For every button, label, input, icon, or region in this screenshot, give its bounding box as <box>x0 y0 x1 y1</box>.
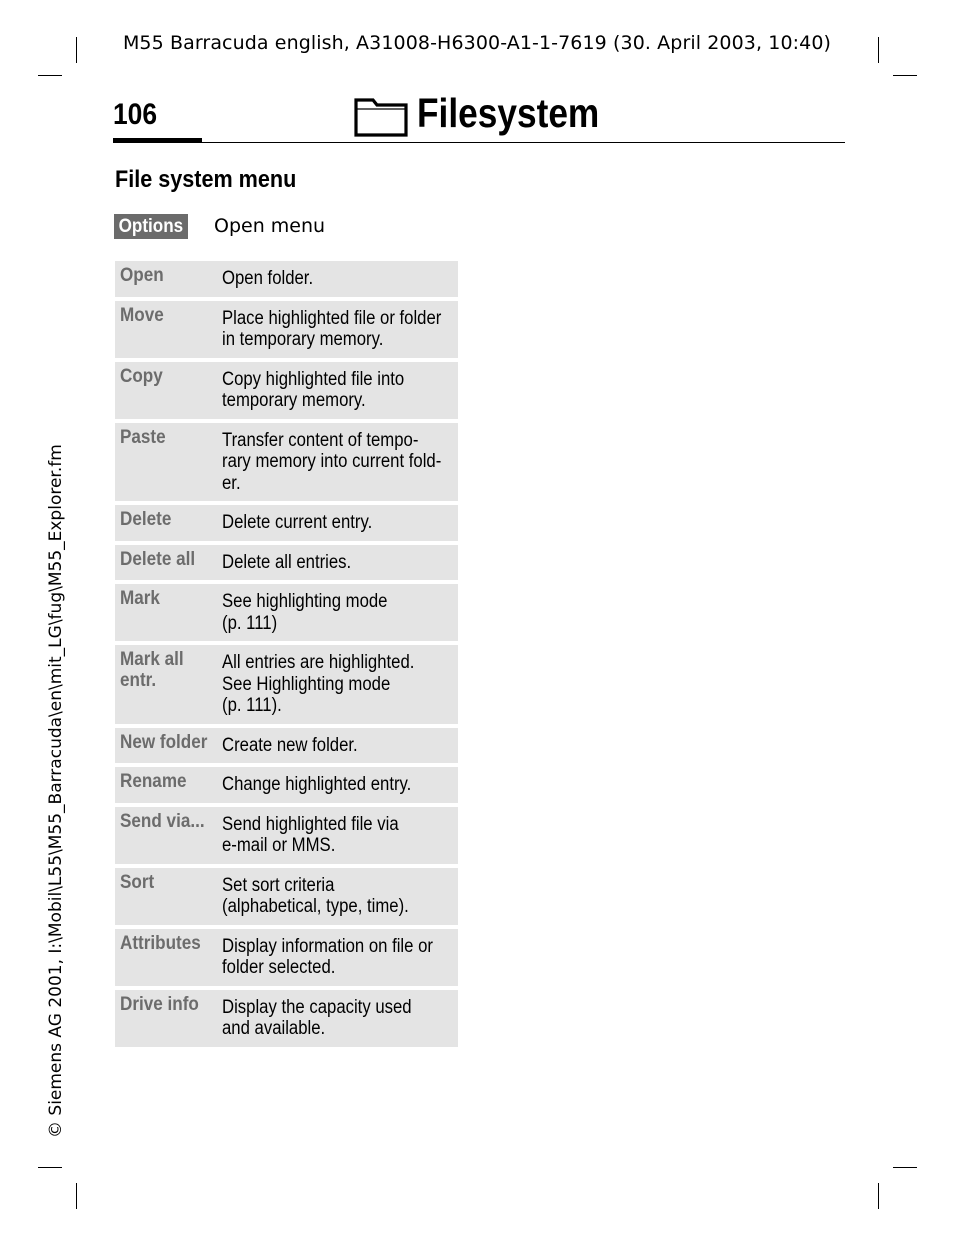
menu-command <box>115 427 218 495</box>
menu-description <box>218 872 458 918</box>
menu-row <box>115 645 458 724</box>
menu-command <box>115 588 218 634</box>
menu-command <box>115 366 218 412</box>
menu-command-label: Move <box>120 304 164 326</box>
menu-description-text: See highlighting mode (p. 111) <box>222 591 388 634</box>
menu-command <box>115 509 218 534</box>
menu-description-text: Delete current entry. <box>222 512 373 533</box>
menu-row <box>115 767 458 803</box>
crop-mark <box>878 1183 879 1209</box>
menu-description <box>218 649 458 717</box>
menu-description <box>218 732 458 757</box>
title-rule <box>202 142 845 143</box>
menu-row <box>115 807 458 864</box>
menu-row <box>115 423 458 502</box>
menu-command-label: Delete <box>120 509 172 530</box>
menu-description <box>218 588 458 634</box>
menu-description <box>218 427 458 495</box>
menu-row <box>115 868 458 925</box>
menu-command <box>115 649 218 717</box>
menu-description-text: Display information on file or folder selected. <box>222 935 433 978</box>
crop-mark <box>893 1167 917 1168</box>
menu-description-text: Create new folder. <box>222 734 358 756</box>
options-softkey[interactable] <box>114 214 188 239</box>
menu-command <box>115 305 218 351</box>
menu-description-text: All entries are highlighted. See Highlighting mode (p. 111). <box>222 652 415 716</box>
menu-row <box>115 505 458 541</box>
menu-command <box>115 771 218 796</box>
menu-command <box>115 811 218 857</box>
crop-mark <box>76 1183 77 1209</box>
menu-row <box>115 301 458 358</box>
menu-command-label: Send via... <box>120 810 205 832</box>
menu-command <box>115 933 218 979</box>
menu-row <box>115 728 458 764</box>
menu-command-label: Attributes <box>120 932 201 954</box>
menu-row <box>115 929 458 986</box>
menu-command <box>115 872 218 918</box>
menu-description <box>218 811 458 857</box>
menu-command-label: New folder <box>120 731 208 753</box>
crop-mark <box>38 75 62 76</box>
document-header: M55 Barracuda english, A31008-H6300-A1-1-7619 (30. April 2003, 10:40) <box>122 32 832 54</box>
menu-command-label: Open <box>120 265 164 286</box>
menu-description-text: Delete all entries. <box>222 551 352 573</box>
crop-mark <box>893 75 917 76</box>
menu-description-text: Transfer content of tempo- rary memory into current fold- er. <box>222 429 442 494</box>
crop-mark <box>38 1167 62 1168</box>
menu-description-text: Copy highlighted file into temporary memory. <box>222 368 405 411</box>
menu-row <box>115 362 458 419</box>
section-heading: File system menu <box>115 166 297 193</box>
menu-description <box>218 771 458 796</box>
menu-command-label: Mark <box>120 588 160 609</box>
menu-command <box>115 732 218 757</box>
menu-row <box>115 261 458 297</box>
side-file-path: © Siemens AG 2001, I:\Mobil\L55\M55_Barracuda\en\mit_LG\fug\M55_Explorer.fm <box>46 444 66 1138</box>
options-softkey-label: Options <box>118 216 184 237</box>
menu-command <box>115 994 218 1040</box>
folder-icon <box>353 94 409 138</box>
menu-description <box>218 509 458 534</box>
page-number-underline <box>113 138 202 143</box>
menu-row <box>115 584 458 641</box>
menu-description-text: Open folder. <box>222 268 314 289</box>
menu-description <box>218 265 458 290</box>
page-number: 106 <box>113 98 158 131</box>
menu-command <box>115 549 218 574</box>
menu-command-label: Delete all <box>120 548 196 570</box>
options-description: Open menu <box>214 215 326 237</box>
menu-description <box>218 549 458 574</box>
menu-command-label: Sort <box>120 871 155 893</box>
menu-description-text: Send highlighted file via e-mail or MMS. <box>222 813 399 856</box>
menu-command-label: Drive info <box>120 993 199 1015</box>
menu-description-text: Change highlighted entry. <box>222 774 412 795</box>
menu-description-text: Display the capacity used and available. <box>222 996 412 1039</box>
menu-command-label: Rename <box>120 771 187 792</box>
menu-description <box>218 366 458 412</box>
menu-command-label: Copy <box>120 365 163 387</box>
menu-table <box>115 261 458 1051</box>
menu-description-text: Set sort criteria (alphabetical, type, time). <box>222 874 409 917</box>
menu-description <box>218 994 458 1040</box>
menu-description <box>218 305 458 351</box>
menu-row <box>115 990 458 1047</box>
menu-description <box>218 933 458 979</box>
chapter-title: Filesystem <box>417 90 600 136</box>
menu-command-label: Paste <box>120 426 166 448</box>
menu-command <box>115 265 218 290</box>
menu-description-text: Place highlighted file or folder in temporary memory. <box>222 307 442 350</box>
menu-row <box>115 545 458 581</box>
menu-command-label: Mark all entr. <box>120 649 184 691</box>
